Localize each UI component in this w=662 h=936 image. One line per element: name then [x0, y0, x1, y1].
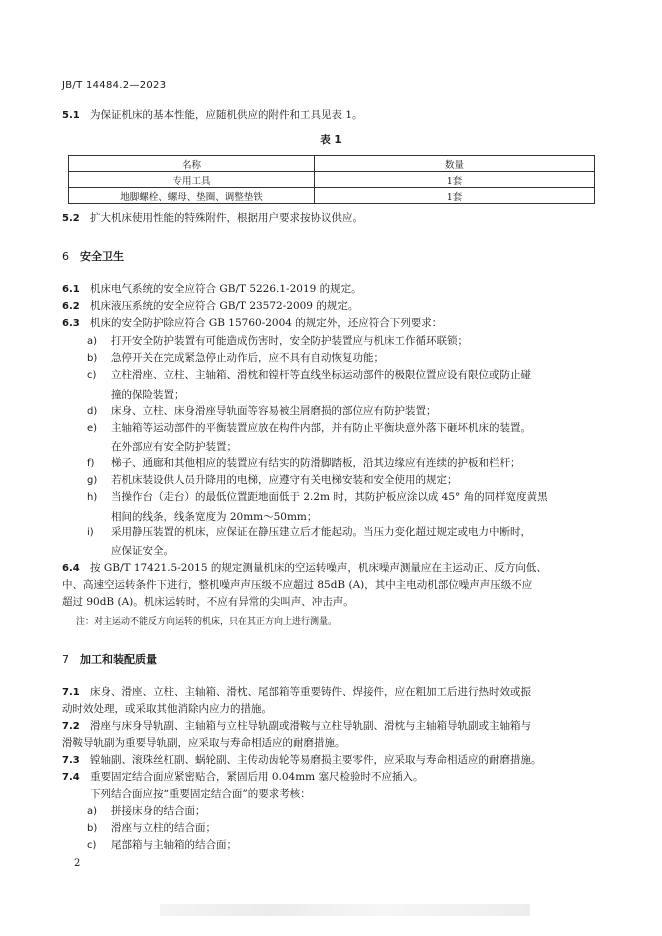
list-text: 滑座与立柱的结合面； [111, 822, 216, 834]
clause-7-2 [62, 718, 604, 735]
table-row [69, 172, 595, 188]
table-header-qty: 数量 [315, 156, 595, 172]
section-heading-7 [62, 651, 157, 667]
clause-5-1 [62, 107, 604, 124]
list-item [87, 472, 458, 489]
table-cell: 1套 [315, 188, 595, 204]
section-number: 6 [62, 250, 69, 263]
list-text-continuation: 相间的线条，线条宽度为 20mm～50mm； [111, 511, 318, 523]
list-label: i) [87, 527, 94, 538]
list-label: a) [87, 336, 98, 347]
list-item [87, 820, 216, 837]
list-label: c) [87, 370, 97, 381]
list-item [87, 837, 237, 854]
clause-6-4 [62, 560, 604, 577]
clause-text: 按 GB/T 17421.5-2015 的规定测量机床的空运转噪声，机床噪声测量应在主运动正、反方向低、 [90, 562, 547, 574]
clause-7-2-line-2: 滑鞍导轨副为重要导轨副，应采取与寿命相适应的耐磨措施。 [62, 737, 346, 749]
list-text: 床身、立柱、床身滑座导轨面等容易被尘屑磨损的部位应有防护装置； [111, 405, 437, 417]
list-label: h) [87, 492, 98, 503]
clause-number: 7.3 [62, 755, 80, 766]
footer-banner [160, 904, 530, 916]
clause-number: 6.1 [62, 284, 80, 295]
clause-text: 床身、滑座、立柱、主轴箱、滑枕、尾部箱等重要铸件、焊接件，应在粗加工后进行热时效或振 [90, 686, 531, 698]
table-cell: 地脚螺栓、螺母、垫圈、调整垫铁 [69, 188, 315, 204]
list-text: 梯子、通廊和其他相应的装置应有结实的防滑脚踏板，沿其边缘应有连续的护板和栏杆； [111, 457, 521, 469]
clause-number: 7.1 [62, 687, 80, 698]
list-label: d) [87, 406, 98, 417]
page-number: 2 [74, 858, 81, 869]
list-item [87, 803, 206, 820]
list-text: 急停开关在完成紧急停止动作后，应不具有自动恢复功能； [111, 352, 384, 364]
clause-7-4-line-2: 下列结合面应按“重要固定结合面”的要求考核： [90, 788, 311, 800]
clause-6-4-line-3: 超过 90dB (A)。机床运转时，不应有异常的尖叫声、冲击声。 [62, 596, 354, 608]
clause-7-1-line-2: 动时效处理，或采取其他消除内应力的措施。 [62, 703, 272, 715]
clause-7-3 [62, 752, 604, 769]
table-cell: 1套 [315, 172, 595, 188]
list-text-continuation: 应保证安全。 [111, 545, 174, 557]
list-label: b) [87, 823, 98, 834]
list-text: 立柱滑座、立柱、主轴箱、滑枕和镗杆等直线坐标运动部件的极限位置应设有限位或防止碰 [111, 369, 531, 381]
clause-7-1 [62, 684, 604, 701]
list-item [87, 367, 531, 384]
list-text-continuation: 撞的保险装置； [111, 389, 185, 401]
clause-6-2 [62, 298, 604, 315]
clause-6-1 [62, 281, 604, 298]
list-item [87, 403, 437, 420]
clause-number: 6.3 [62, 318, 80, 329]
clause-number: 7.4 [62, 772, 80, 783]
clause-number: 6.2 [62, 301, 80, 312]
clause-6-4-line-2: 中、高速空运转条件下进行，整机噪声声压级不应超过 85dB (A)，其中主电动机部位噪声声压级不应 [62, 579, 533, 591]
standard-code: JB/T 14484.2—2023 [62, 80, 167, 91]
accessories-table [68, 155, 595, 204]
clause-text: 扩大机床使用性能的特殊附件，根据用户要求按协议供应。 [90, 212, 363, 224]
clause-text: 机床的安全防护除应符合 GB 15760-2004 的规定外，还应符合下列要求： [90, 317, 443, 329]
list-text-continuation: 在外部应有安全防护装置； [111, 441, 237, 453]
list-label: c) [87, 840, 97, 851]
list-label: e) [87, 423, 98, 434]
clause-text: 为保证机床的基本性能，应随机供应的附件和工具见表 1。 [90, 109, 363, 121]
list-item [87, 524, 531, 541]
section-heading-6 [62, 248, 124, 264]
list-item [87, 420, 531, 437]
table-header-row [69, 156, 595, 172]
list-text: 采用静压装置的机床，应保证在静压建立后才能起动。当压力变化超过规定或电力中断时， [111, 526, 531, 538]
clause-7-4 [62, 769, 604, 786]
list-label: g) [87, 475, 98, 486]
section-title: 加工和装配质量 [80, 653, 157, 666]
table-cell: 专用工具 [69, 172, 315, 188]
clause-text: 机床液压系统的安全应符合 GB/T 23572-2009 的规定。 [90, 300, 359, 312]
clause-number: 6.4 [62, 563, 80, 574]
table-header-name: 名称 [69, 156, 315, 172]
clause-number: 5.2 [62, 213, 80, 224]
list-item [87, 350, 384, 367]
list-text: 尾部箱与主轴箱的结合面； [111, 839, 237, 851]
list-label: b) [87, 353, 98, 364]
clause-5-2 [62, 210, 604, 227]
list-label: f) [87, 458, 95, 469]
clause-number: 5.1 [62, 110, 80, 121]
clause-text: 重要固定结合面应紧密贴合，紧固后用 0.04mm 塞尺检验时不应插入。 [90, 771, 424, 783]
note: 注：对主运动不能反方向运转的机床，只在其正方向上进行测量。 [76, 617, 338, 627]
section-number: 7 [62, 653, 69, 666]
list-item [87, 489, 548, 506]
list-item [87, 333, 468, 350]
list-text: 当操作台（走台）的最低位置距地面低于 2.2m 时，其防护板应涂以成 45° 角的同样宽度黄黑 [111, 491, 548, 503]
clause-6-3 [62, 315, 604, 332]
table-title: 表 1 [320, 134, 342, 146]
list-label: a) [87, 806, 98, 817]
section-title: 安全卫生 [80, 250, 124, 263]
clause-number: 7.2 [62, 721, 80, 732]
clause-text: 滑座与床身导轨副、主轴箱与立柱导轨副或滑鞍与立柱导轨副、滑枕与主轴箱导轨副或主轴箱与 [90, 720, 531, 732]
list-item [87, 455, 521, 472]
list-text: 拼接床身的结合面； [111, 805, 206, 817]
list-text: 主轴箱等运动部件的平衡装置应放在构件内部，并有防止平衡块意外落下砸坏机床的装置。 [111, 422, 531, 434]
list-text: 打开安全防护装置有可能造成伤害时，安全防护装置应与机床工作循环联锁； [111, 335, 468, 347]
list-text: 若机床装设供人员升降用的电梯，应遵守有关电梯安装和安全使用的规定； [111, 474, 458, 486]
clause-text: 镗轴副、滚珠丝杠副、蜗轮副、主传动齿轮等易磨损主要零件，应采取与寿命相适应的耐磨措施。 [90, 754, 542, 766]
clause-text: 机床电气系统的安全应符合 GB/T 5226.1-2019 的规定。 [90, 283, 362, 295]
table-row [69, 188, 595, 204]
